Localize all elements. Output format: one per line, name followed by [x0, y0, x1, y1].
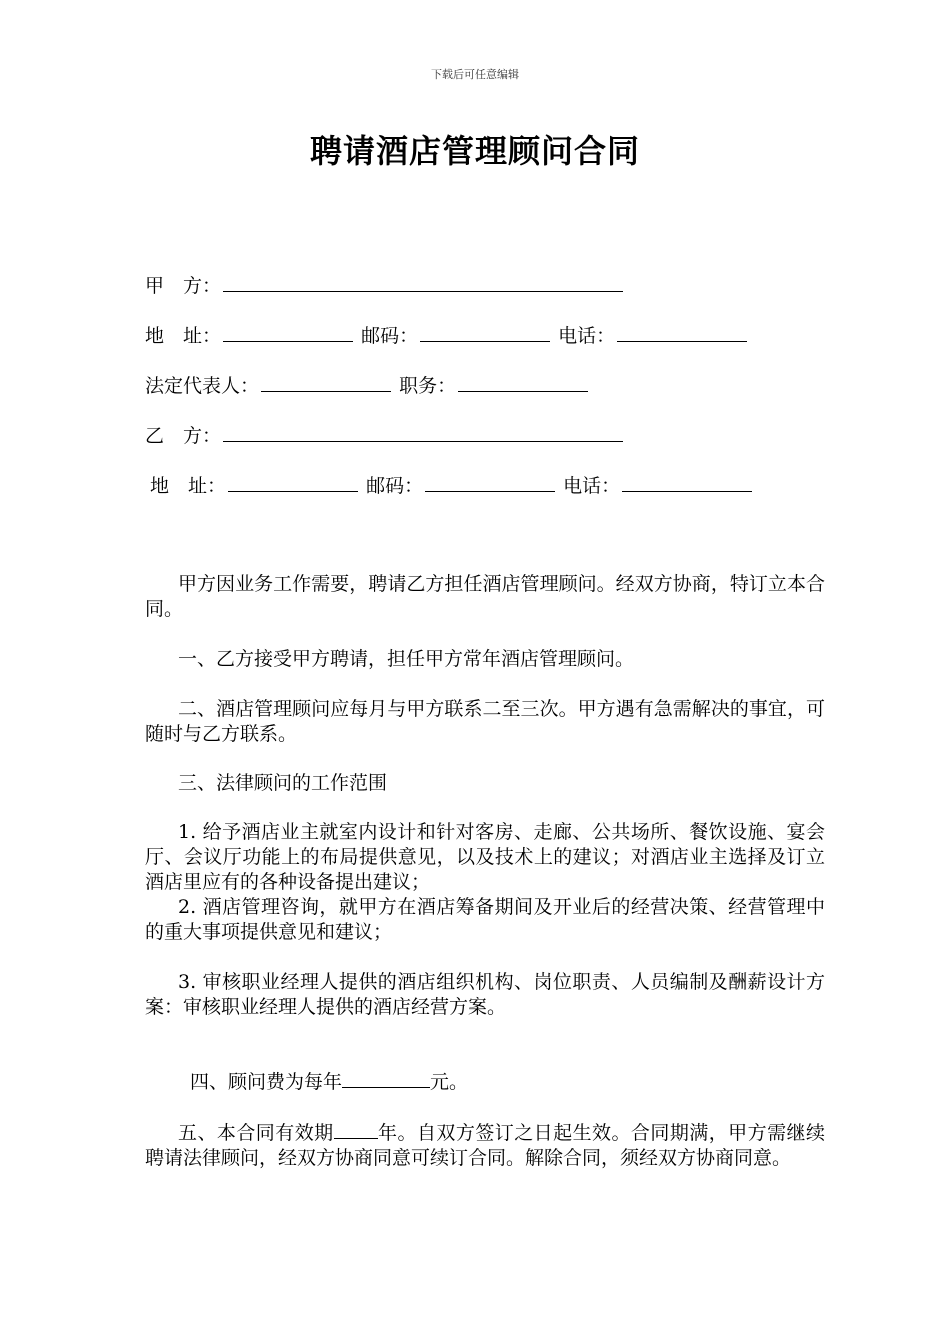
party-b-label: 乙 方：	[145, 425, 222, 447]
party-a-postcode-blank	[420, 323, 550, 342]
party-a-address-blank	[223, 323, 353, 342]
party-a-position-blank	[458, 373, 588, 392]
party-b-blank	[223, 423, 623, 442]
clause-2: 二、酒店管理顾问应每月与甲方联系二至三次。甲方遇有急需解决的事宜，可随时与乙方联系。	[145, 698, 825, 745]
party-a-blank	[223, 273, 623, 292]
clause-3-item-3: 3. 审核职业经理人提供的酒店组织机构、岗位职责、人员编制及酬薪设计方案：审核职业经理人提供的酒店经营方案。	[145, 971, 825, 1018]
party-b-phone-label: 电话：	[563, 475, 621, 497]
clause-5-text-post: 年。自双方签订之日起生效。合同期满，甲方需继续聘请法律顾问，经双方协商同意可续订合同。解除合同，须经双方协商同意。	[145, 1122, 825, 1169]
header-note: 下载后可任意编辑	[431, 68, 519, 81]
clause-5-text-pre: 五、本合同有效期	[178, 1122, 334, 1144]
clause-3-item-1: 1. 给予酒店业主就室内设计和针对客房、走廊、公共场所、餐饮设施、宴会厅、会议厅功能上的布局提供意见，以及技术上的建议；对酒店业主选择及订立酒店里应有的各种设备提出建议；	[145, 821, 825, 893]
party-b-line	[145, 423, 625, 449]
party-a-label: 甲 方：	[145, 275, 222, 297]
clause-3-heading: 三、法律顾问的工作范围	[178, 772, 388, 794]
party-a-line	[145, 273, 625, 299]
party-a-phone-label: 电话：	[558, 325, 616, 347]
party-a-rep-line	[145, 373, 590, 399]
clause-4	[145, 1069, 825, 1095]
document-title: 聘请酒店管理顾问合同	[309, 132, 640, 170]
clause-5	[145, 1120, 825, 1171]
clause-4-text-pre: 四、顾问费为每年	[190, 1071, 343, 1093]
party-a-address-line	[145, 323, 749, 349]
party-b-postcode-blank	[425, 473, 555, 492]
party-b-postcode-label: 邮码：	[366, 475, 424, 497]
party-b-address-label: 地 址：	[150, 475, 227, 497]
party-a-postcode-label: 邮码：	[361, 325, 419, 347]
clause-1: 一、乙方接受甲方聘请，担任甲方常年酒店管理顾问。	[178, 648, 635, 670]
clause-4-text-post: 元。	[430, 1071, 469, 1093]
party-a-rep-blank	[261, 373, 391, 392]
party-a-address-label: 地 址：	[145, 325, 222, 347]
party-b-address-line	[150, 473, 754, 499]
party-b-phone-blank	[622, 473, 752, 492]
party-a-position-label: 职务：	[399, 375, 457, 397]
party-b-address-blank	[228, 473, 358, 492]
party-a-rep-label: 法定代表人：	[145, 375, 260, 397]
clause-3-item-2: 2. 酒店管理咨询，就甲方在酒店筹备期间及开业后的经营决策、经营管理中的重大事项提供意见和建议；	[145, 896, 825, 943]
intro-paragraph: 甲方因业务工作需要，聘请乙方担任酒店管理顾问。经双方协商，特订立本合同。	[145, 573, 825, 620]
clause-5-years-blank	[334, 1120, 378, 1139]
party-a-phone-blank	[617, 323, 747, 342]
clause-4-fee-blank	[342, 1069, 430, 1088]
